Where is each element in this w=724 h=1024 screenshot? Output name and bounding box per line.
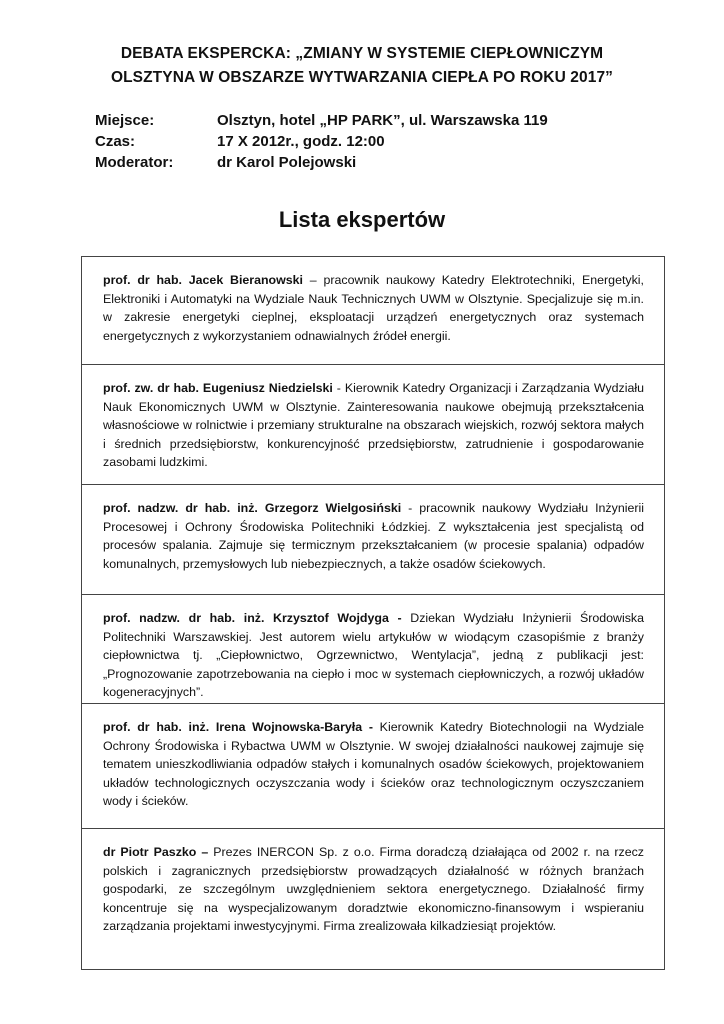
expert-entry-3 xyxy=(82,485,664,595)
expert-entry-4 xyxy=(82,595,664,704)
expert-name: prof. dr hab. inż. Irena Wojnowska-Baryła - xyxy=(103,720,373,734)
expert-name: prof. dr hab. Jacek Bieranowski xyxy=(103,273,303,287)
expert-description: Dziekan Wydziału Inżynierii Środowiska Politechniki Warszawskiej. Jest autorem wielu artykułów w wiodącym czasopiśmie z branży ciepłownictwa tj. „Ciepłownictwo, Ogrzewnictwo, Wentylacja”, jedną z publikacji jest: „Prognozowanie zapotrzebowania na ciepło i moc w systemach ciepłowniczych, a rozwój układów kogeneracyjnych”. xyxy=(103,611,644,700)
moderator-label: Moderator: xyxy=(95,154,174,171)
expert-text xyxy=(103,718,644,811)
time-label: Czas: xyxy=(95,133,136,150)
expert-name: dr Piotr Paszko – xyxy=(103,845,209,859)
expert-description: – pracownik naukowy Katedry Elektrotechniki, Energetyki, Elektroniki i Automatyki na Wydziale Nauk Technicznych UWM w Olsztynie. Specjalizuje się m.in. w zakresie energetyki cieplnej, eksploatacji urządzeń energetycznych oraz systemach energetycznych z wykorzystaniem odnawialnych źródeł energii. xyxy=(103,273,644,343)
document-title xyxy=(60,42,664,90)
expert-description: - Kierownik Katedry Organizacji i Zarządzania Wydziału Nauk Ekonomicznych UWM w Olsztynie. Zainteresowania naukowe obejmują przekształcenia własnościowe w rolnictwie i przemiany strukturalne na obszarach wiejskich, rozwój sektora małych i średnich przedsiębiorstw, konkurencyjność przedsiębiorstw, zatrudnienie i gospodarowanie zasobami ludzkimi. xyxy=(103,381,644,470)
moderator-value: dr Karol Polejowski xyxy=(217,154,357,171)
meta-row-place xyxy=(95,110,548,131)
expert-entry-5 xyxy=(82,704,664,829)
place-label: Miejsce: xyxy=(95,112,155,129)
expert-entry-2 xyxy=(82,365,664,485)
expert-entry-1 xyxy=(82,257,664,365)
title-line-1: DEBATA EKSPERCKA: „ZMIANY W SYSTEMIE CIEPŁOWNICZYM xyxy=(120,45,604,62)
expert-text xyxy=(103,499,644,573)
experts-table xyxy=(81,256,665,970)
title-line-2: OLSZTYNA W OBSZARZE WYTWARZANIA CIEPŁA PO ROKU 2017” xyxy=(110,69,614,86)
expert-name: prof. nadzw. dr hab. inż. Grzegorz Wielgosiński xyxy=(103,501,402,515)
expert-text xyxy=(103,843,644,936)
expert-name: prof. zw. dr hab. Eugeniusz Niedzielski xyxy=(103,381,333,395)
expert-description: Prezes INERCON Sp. z o.o. Firma doradczą działająca od 2002 r. na rzecz polskich i zagranicznych przedsiębiorstw prowadzących działalność w różnych branżach gospodarki, ze szczególnym uwzględnieniem sektora energetycznego. Działalność firmy koncentruje się na wyspecjalizowanym doradztwie ekonomiczno-finansowym i wspieraniu zarządzania projektami inwestycyjnymi. Firma zrealizowała kilkadziesiąt projektów. xyxy=(103,845,644,934)
expert-text xyxy=(103,271,644,345)
expert-description: - pracownik naukowy Wydziału Inżynierii Procesowej i Ochrony Środowiska Politechniki Łódzkiej. Z wykształcenia jest specjalistą od procesów spalania. Zajmuje się termicznym przekształcaniem (w procesie spalania) odpadów komunalnych, przemysłowych lub niebezpiecznych, a także osadów ściekowych. xyxy=(103,501,644,571)
expert-description: Kierownik Katedry Biotechnologii na Wydziale Ochrony Środowiska i Rybactwa UWM w Olsztynie. W swojej działalności naukowej zajmuje się tematem unieszkodliwiania odpadów stałych i komunalnych osadów ściekowych, projektowaniem układów technologicznych oczyszczania wody i ścieków oraz technologicznym oczyszczaniem wody i ścieków. xyxy=(103,720,644,809)
section-heading: Lista ekspertów xyxy=(278,207,446,232)
expert-entry-6 xyxy=(82,829,664,969)
event-details xyxy=(95,110,548,173)
time-value: 17 X 2012r., godz. 12:00 xyxy=(217,133,385,150)
meta-row-moderator xyxy=(95,152,548,173)
expert-text xyxy=(103,609,644,702)
expert-text xyxy=(103,379,644,472)
meta-row-time xyxy=(95,131,548,152)
expert-name: prof. nadzw. dr hab. inż. Krzysztof Wojdyga - xyxy=(103,611,402,625)
place-value: Olsztyn, hotel „HP PARK”, ul. Warszawska 119 xyxy=(217,112,548,129)
